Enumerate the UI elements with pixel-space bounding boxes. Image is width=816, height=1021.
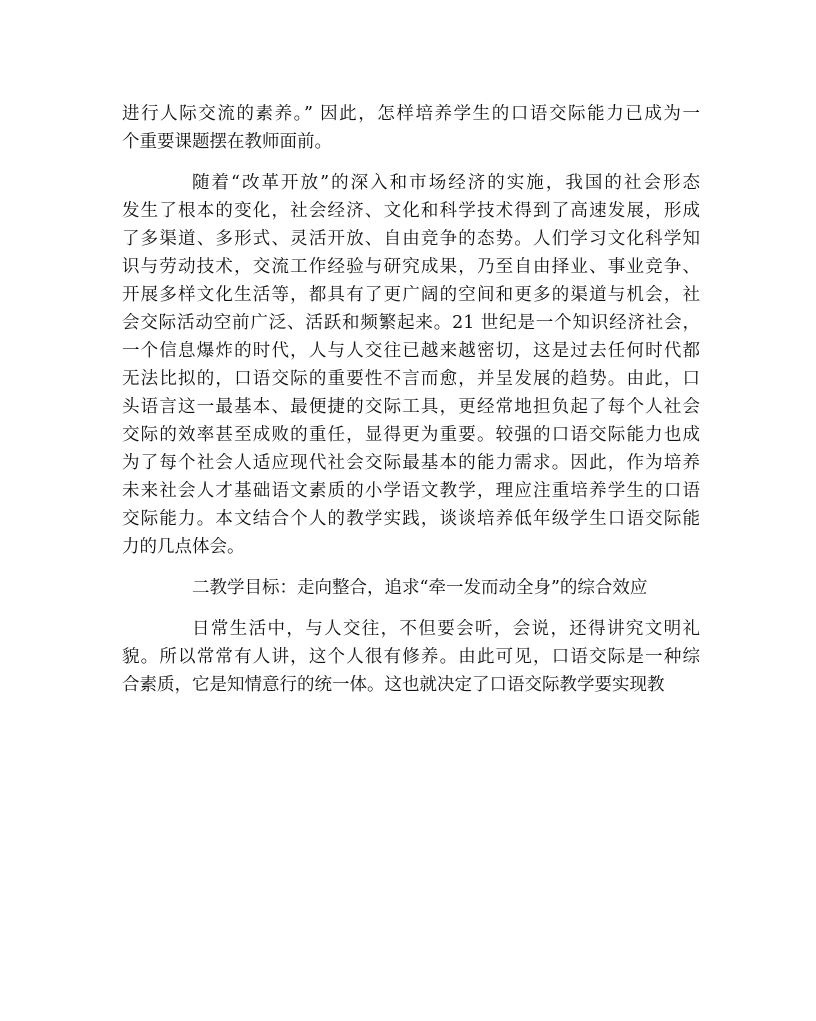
paragraph-gap — [122, 561, 700, 574]
paragraph-gap — [122, 602, 700, 615]
text-line: 为了每个社会人适应现代社会交际最基本的能力需求。因此，作为培养 — [122, 453, 700, 473]
text-line: 识与劳动技术，交流工作经验与研究成果，乃至自由择业、事业竞争、 — [122, 257, 700, 277]
text-line: 二教学目标：走向整合，追求“牵一发而动全身”的综合效应 — [192, 578, 648, 598]
paragraph-gap — [122, 156, 700, 169]
text-line: 交际能力。本文结合个人的教学实践，谈谈培养低年级学生口语交际能 — [122, 509, 700, 529]
paragraph — [122, 100, 700, 156]
paragraph — [122, 574, 700, 602]
text-line: 无法比拟的，口语交际的重要性不言而愈，并呈发展的趋势。由此，口 — [122, 369, 700, 389]
text-line: 发生了根本的变化，社会经济、文化和科学技术得到了高速发展，形成 — [122, 201, 700, 221]
text-line: 交际的效率甚至成败的重任，显得更为重要。较强的口语交际能力也成 — [122, 425, 700, 445]
text-line: 进行人际交流的素养。” 因此，怎样培养学生的口语交际能力已成为一 — [122, 104, 700, 124]
text-line: 开展多样文化生活等，都具有了更广阔的空间和更多的渠道与机会，社 — [122, 285, 700, 305]
text-line: 了多渠道、多形式、灵活开放、自由竞争的态势。人们学习文化科学知 — [122, 229, 700, 249]
text-line: 未来社会人才基础语文素质的小学语文教学，理应注重培养学生的口语 — [122, 481, 700, 501]
document-body — [122, 100, 700, 699]
text-line: 貌。所以常常有人讲，这个人很有修养。由此可见，口语交际是一种综 — [122, 647, 700, 667]
text-line: 一个信息爆炸的时代，人与人交往已越来越密切，这是过去任何时代都 — [122, 341, 700, 361]
text-line: 会交际活动空前广泛、活跃和频繁起来。21 世纪是一个知识经济社会， — [122, 313, 700, 333]
text-line: 合素质，它是知情意行的统一体。这也就决定了口语交际教学要实现教 — [122, 675, 665, 695]
text-line: 随着“改革开放”的深入和市场经济的实施，我国的社会形态 — [192, 173, 700, 193]
text-line: 力的几点体会。 — [122, 537, 245, 557]
text-line: 日常生活中，与人交往，不但要会听，会说，还得讲究文明礼 — [192, 619, 700, 639]
text-line: 个重要课题摆在教师面前。 — [122, 132, 332, 152]
paragraph — [122, 169, 700, 561]
paragraph — [122, 615, 700, 699]
text-line: 头语言这一最基本、最便捷的交际工具，更经常地担负起了每个人社会 — [122, 397, 700, 417]
